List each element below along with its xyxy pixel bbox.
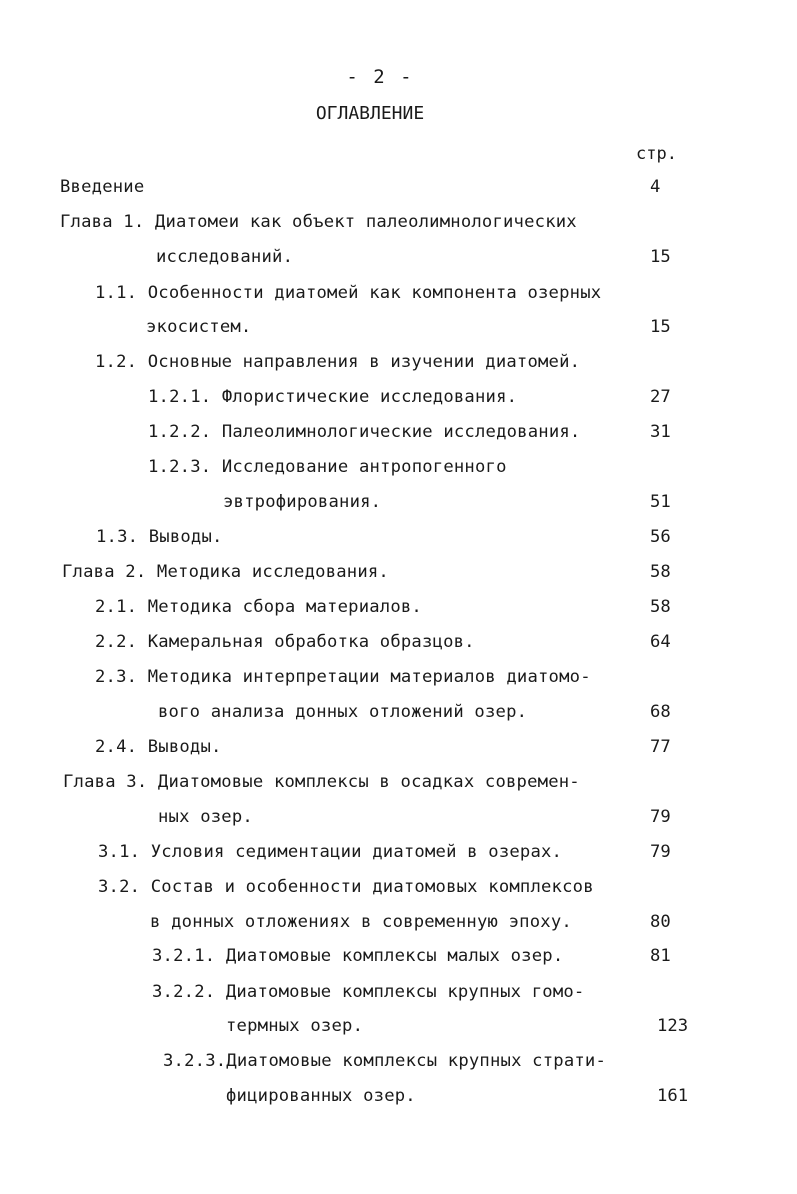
- toc-entry-text: 3.2.3.Диатомовые комплексы крупных страти-: [163, 1051, 607, 1071]
- toc-entry-text: Глава 3. Диатомовые комплексы в осадках современ-: [63, 772, 580, 792]
- toc-entry-page: 64: [650, 632, 671, 652]
- toc-entry-text: Введение: [60, 177, 145, 197]
- page-title: ОГЛАВЛЕНИЕ: [315, 103, 425, 124]
- toc-entry-text: 2.2. Камеральная обработка образцов.: [95, 632, 475, 652]
- page-number: - 2 -: [346, 66, 414, 88]
- toc-entry-page: 15: [650, 247, 671, 267]
- toc-entry-text: экосистем.: [146, 317, 252, 337]
- toc-entry-text: термных озер.: [226, 1016, 364, 1036]
- toc-entry-page: 51: [650, 492, 671, 512]
- toc-entry-text: ных озер.: [158, 807, 253, 827]
- toc-entry-text: исследований.: [156, 247, 294, 267]
- toc-entry-page: 123: [657, 1016, 689, 1036]
- toc-entry-text: 1.2. Основные направления в изучении диатомей.: [95, 352, 581, 372]
- toc-entry-page: 79: [650, 842, 671, 862]
- toc-entry-text: 2.3. Методика интерпретации материалов диатомо-: [95, 667, 591, 687]
- toc-entry-text: 3.1. Условия седиментации диатомей в озерах.: [98, 842, 563, 862]
- toc-entry-text: 3.2.2. Диатомовые комплексы крупных гомо-: [152, 982, 585, 1002]
- toc-entry-text: 1.3. Выводы.: [96, 527, 223, 547]
- toc-entry-text: 1.2.2. Палеолимнологические исследования.: [148, 422, 581, 442]
- toc-entry-page: 31: [650, 422, 671, 442]
- page-column-label: стр.: [636, 144, 677, 164]
- toc-entry-page: 79: [650, 807, 671, 827]
- toc-entry-page: 68: [650, 702, 671, 722]
- toc-entry-text: эвтрофирования.: [223, 492, 382, 512]
- toc-entry-page: 81: [650, 946, 671, 966]
- toc-entry-text: в донных отложениях в современную эпоху.: [150, 912, 572, 932]
- toc-entry-page: 58: [650, 562, 671, 582]
- toc-entry-page: 27: [650, 387, 671, 407]
- toc-entry-text: Глава 1. Диатомеи как объект палеолимнологических: [60, 212, 577, 232]
- toc-entry-page: 77: [650, 737, 671, 757]
- toc-entry-text: 2.4. Выводы.: [95, 737, 222, 757]
- toc-entry-page: 80: [650, 912, 671, 932]
- toc-entry-page: 15: [650, 317, 671, 337]
- toc-entry-page: 4: [650, 177, 661, 197]
- toc-entry-text: 1.2.1. Флористические исследования.: [148, 387, 518, 407]
- toc-entry-page: 161: [657, 1086, 689, 1106]
- toc-entry-text: 1.1. Особенности диатомей как компонента озерных: [95, 283, 602, 303]
- toc-entry-text: Глава 2. Методика исследования.: [62, 562, 389, 582]
- toc-entry-page: 56: [650, 527, 671, 547]
- toc-entry-text: 1.2.3. Исследование антропогенного: [148, 457, 507, 477]
- toc-entry-text: 2.1. Методика сбора материалов.: [95, 597, 422, 617]
- toc-entry-text: фицированных озер.: [226, 1086, 416, 1106]
- toc-entry-text: 3.2.1. Диатомовые комплексы малых озер.: [152, 946, 564, 966]
- toc-entry-text: вого анализа донных отложений озер.: [158, 702, 528, 722]
- toc-entry-text: 3.2. Состав и особенности диатомовых комплексов: [98, 877, 594, 897]
- toc-entry-page: 58: [650, 597, 671, 617]
